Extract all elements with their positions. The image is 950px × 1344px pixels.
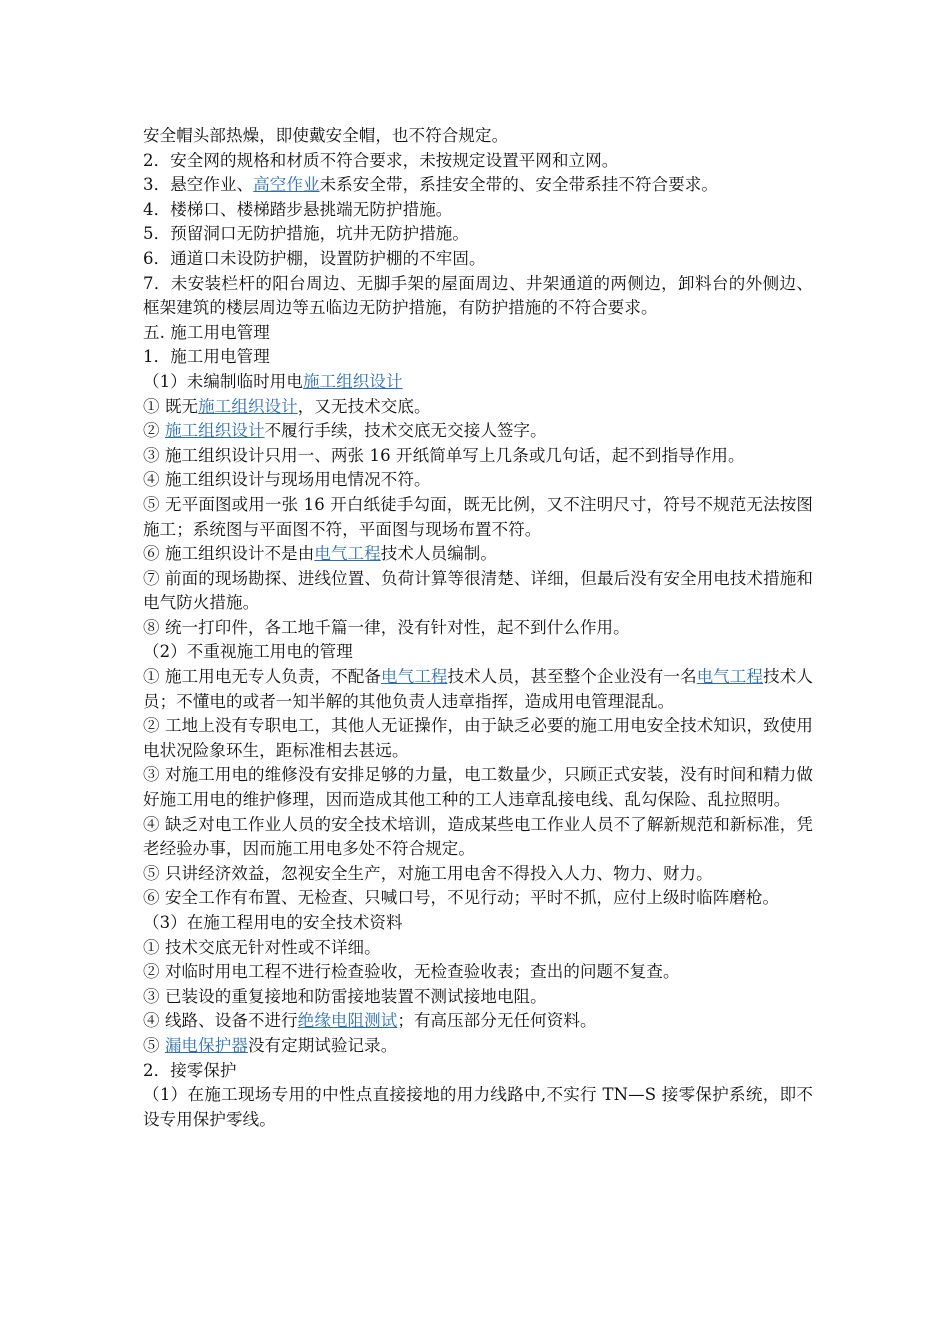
paragraph-line — [143, 813, 813, 862]
paragraph-line — [143, 985, 813, 1010]
text-run: ③ 对施工用电的维修没有安排足够的力量，电工数量少，只顾正式安装，没有时间和精力做好施工用电的维护修理，因而造成其他工种的工人违章乱接电线、乱勾保险、乱拉照明。 — [143, 765, 813, 810]
text-run: 技术人员编制。 — [380, 544, 497, 564]
text-run: 7．未安装栏杆的阳台周边、无脚手架的屋面周边、井架通道的两侧边，卸料台的外侧边、框架建筑的楼层周边等五临边无防护措施，有防护措施的不符合要求。 — [143, 273, 813, 318]
text-run: （3）在施工程用电的安全技术资料 — [143, 913, 403, 932]
text-run: ⑥ 安全工作有布置、无检查、只喊口号，不见行动；平时不抓，应付上级时临阵磨枪。 — [143, 888, 780, 908]
paragraph-line — [143, 493, 813, 542]
text-run: 4．楼梯口、楼梯踏步悬挑端无防护措施。 — [143, 199, 453, 219]
text-run: ⑤ — [143, 1035, 165, 1055]
inline-link[interactable]: 电气工程 — [696, 667, 764, 687]
inline-link[interactable]: 电气工程 — [314, 544, 381, 564]
text-run: 2．接零保护 — [143, 1060, 237, 1080]
text-run: 没有定期试验记录。 — [247, 1035, 398, 1055]
paragraph-line — [143, 567, 813, 616]
paragraph-line — [143, 862, 813, 887]
inline-link[interactable]: 施工组织设计 — [164, 421, 265, 441]
text-run: ④ 施工组织设计与现场用电情况不符。 — [143, 470, 431, 490]
paragraph-line — [143, 1059, 813, 1084]
text-run: ① 技术交底无针对性或不详细。 — [143, 937, 381, 957]
paragraph-line — [143, 665, 813, 714]
paragraph-line — [143, 911, 813, 936]
paragraph-line — [143, 1034, 813, 1059]
text-run: 3．悬空作业、 — [143, 175, 254, 195]
text-run: 6．通道口未设防护棚，设置防护棚的不牢固。 — [143, 248, 486, 268]
text-run: ③ 已装设的重复接地和防雷接地装置不测试接地电阻。 — [143, 986, 547, 1006]
inline-link[interactable]: 施工组织设计 — [198, 396, 298, 416]
paragraph-line — [143, 468, 813, 493]
text-run: （1）在施工现场专用的中性点直接接地的用力线路中,不实行 TN—S 接零保护系统，即不设专用保护零线。 — [143, 1085, 813, 1129]
text-run: ⑧ 统一打印件，各工地千篇一律，没有针对性，起不到什么作用。 — [143, 617, 630, 637]
inline-link[interactable]: 高空作业 — [253, 175, 320, 195]
text-run: ④ 缺乏对电工作业人员的安全技术培训，造成某些电工作业人员不了解新规范和新标准，凭老经验办事，因而施工用电多处不符合规定。 — [143, 814, 813, 859]
text-run: ，又无技术交底。 — [297, 396, 431, 416]
text-run: 未系安全带，系挂安全带的、安全带系挂不符合要求。 — [319, 175, 719, 195]
paragraph-line — [143, 886, 813, 911]
text-run: ① 施工用电无专人负责，不配备 — [143, 667, 381, 687]
paragraph-line — [143, 247, 813, 272]
text-run: ⑥ 施工组织设计不是由 — [143, 544, 315, 564]
paragraph-line — [143, 936, 813, 961]
paragraph-line — [143, 272, 813, 321]
paragraph-line — [143, 345, 813, 370]
text-run: 1．施工用电管理 — [143, 347, 270, 367]
text-run: ⑤ 只讲经济效益，忽视安全生产，对施工用电舍不得投入人力、物力、财力。 — [143, 863, 713, 883]
paragraph-line — [143, 1083, 813, 1132]
inline-link[interactable]: 漏电保护器 — [164, 1035, 248, 1055]
text-run: （1）未编制临时用电 — [143, 371, 303, 391]
paragraph-line — [143, 419, 813, 444]
text-run: ⑦ 前面的现场勘探、进线位置、负荷计算等很清楚、详细，但最后没有安全用电技术措施和电气防火措施。 — [143, 568, 813, 613]
text-run: （2）不重视施工用电的管理 — [143, 642, 353, 662]
paragraph-line — [143, 198, 813, 223]
text-run: 2．安全网的规格和材质不符合要求，未按规定设置平网和立网。 — [143, 150, 619, 170]
paragraph-line — [143, 149, 813, 174]
document-body — [143, 124, 813, 1132]
paragraph-line — [143, 640, 813, 665]
paragraph-line — [143, 124, 813, 149]
paragraph-line — [143, 616, 813, 641]
inline-link[interactable]: 电气工程 — [380, 667, 448, 687]
text-run: 技术人员；不懂电的或者一知半解的其他负责人违章指挥，造成用电管理混乱。 — [143, 667, 813, 711]
paragraph-line — [143, 960, 813, 985]
paragraph-line — [143, 370, 813, 395]
text-run: 5．预留洞口无防护措施，坑井无防护措施。 — [143, 224, 469, 244]
text-run: 安全帽头部热燥，即使戴安全帽，也不符合规定。 — [143, 126, 509, 145]
text-run: ② 对临时用电工程不进行检查验收，无检查验收表；查出的问题不复查。 — [143, 962, 680, 982]
paragraph-line — [143, 714, 813, 763]
inline-link[interactable]: 施工组织设计 — [303, 371, 403, 391]
paragraph-line — [143, 173, 813, 198]
text-run: ③ 施工组织设计只用一、两张 16 开纸简单写上几条或几句话，起不到指导作用。 — [143, 445, 745, 465]
paragraph-line — [143, 763, 813, 812]
inline-link[interactable]: 绝缘电阻测试 — [297, 1011, 398, 1031]
text-run: ④ 线路、设备不进行 — [143, 1011, 298, 1031]
text-run: ② 工地上没有专职电工，其他人无证操作，由于缺乏必要的施工用电安全技术知识，致使用电状况险象环生，距标准相去甚远。 — [143, 716, 813, 760]
text-run: 不履行手续，技术交底无交接人签字。 — [264, 421, 547, 441]
text-run: ① 既无 — [143, 396, 199, 416]
text-run: ；有高压部分无任何资料。 — [397, 1011, 597, 1031]
paragraph-line — [143, 222, 813, 247]
paragraph-line — [143, 321, 813, 346]
paragraph-line — [143, 1009, 813, 1034]
paragraph-line — [143, 395, 813, 420]
paragraph-line — [143, 444, 813, 469]
text-run: 五. 施工用电管理 — [143, 322, 270, 342]
paragraph-line — [143, 542, 813, 567]
text-run: ② — [143, 421, 165, 441]
text-run: 技术人员，甚至整个企业没有一名 — [447, 667, 697, 687]
text-run: ⑤ 无平面图或用一张 16 开白纸徒手勾面，既无比例，又不注明尺寸，符号不规范无法按图施工；系统图与平面图不符，平面图与现场布置不符。 — [143, 494, 813, 539]
